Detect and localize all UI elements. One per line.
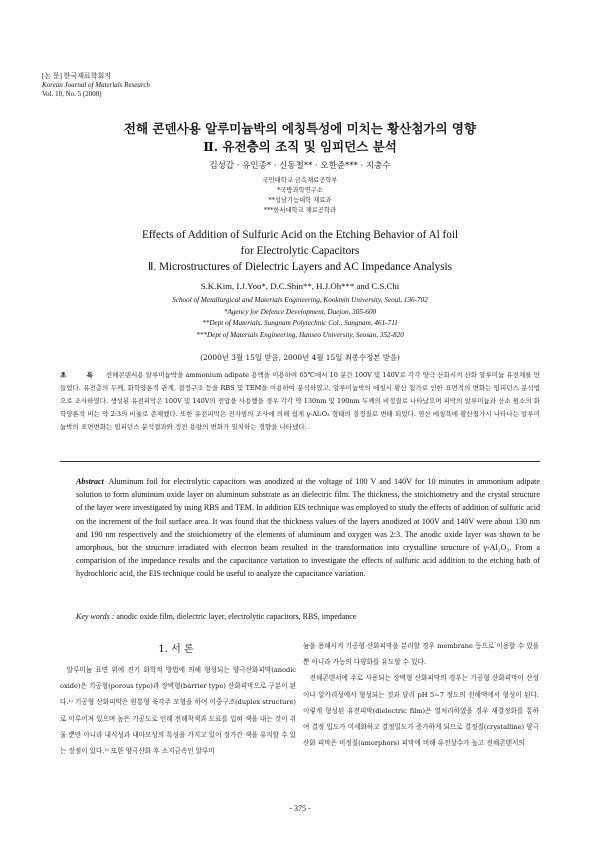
korean-affiliation: ***한서대학교 재료공학과 <box>263 207 337 214</box>
english-authors: S.K.Kim, I.J.Yoo*, D.C.Shin**, H.J.Oh*** and C.S.Chi <box>200 281 400 291</box>
body-paragraph: 전해콘덴서에 주로 사용되는 장벽형 산화피막의 경우는 기공형 산화피막이 산성이나 알카리성에서 형성되는 것과 달리 pH 5~7 정도의 전해액에서 형성이 된다. 이렇게 형성된 유전피막(dielectric film)은 열처리하였을 경우 재결정화를 통하여 결정 입도가 미세화하고 결정밀도가 증가하게 되므로 결정질(crystalline) 양극산화 피막은 비정질(amorphors) 피막에 비해 유전상수가 높고 전해콘덴서의 <box>303 674 539 748</box>
keywords-label: Key words : <box>76 612 115 621</box>
korean-abstract <box>60 369 540 434</box>
english-title-line-1: Effects of Addition of Sulfuric Acid on the Etching Behavior of Al foil <box>141 229 459 241</box>
english-affiliations <box>0 295 600 341</box>
english-title-line-2: for Electrolytic Capacitors <box>240 245 360 257</box>
korean-affiliations <box>0 176 600 216</box>
body-paragraph: 늄을 용해시켜 기공형 산화피막을 분리할 경우 membrane 등으로 이용할 수 있을 뿐 아니라 가능의 다양화를 유도할 수 있다. <box>303 642 539 667</box>
english-abstract-label: Abstract <box>76 477 104 486</box>
korean-abstract-label: 초 록 <box>60 371 102 379</box>
english-affiliation: *Agency for Defence Development, Daejon, 305-600 <box>223 307 377 316</box>
english-affiliation: ***Dept of Materials Engineering, Hanseo University, Seosan, 352-820 <box>196 330 404 339</box>
english-abstract <box>76 475 540 581</box>
body-column-left <box>60 662 296 759</box>
header-line-2: Korean Journal of Materials Research <box>42 81 150 89</box>
english-title <box>0 227 600 275</box>
keywords <box>76 612 540 621</box>
english-title-line-3: Ⅱ. Microstructures of Dielectric Layers and AC Impedance Analysis <box>147 261 453 273</box>
keywords-text: anodic oxide film, dielectric layer, electrolytic capacitors, RBS, impedance <box>116 612 357 621</box>
body-paragraph: 알루미늄 표면 위에 전기 화학적 방법에 의해 형성되는 양극산화피막(anodic oxide)은 기공형(porous type)과 장벽형(barrier type) 산화피막으로 구분이 된다.¹⁾ 기공형 산화피막은 원통형 육각주 모형을 하여 이중구조(duplex structure)로 이루어져 있으며 높은 기공도로 인해 전해착색과 도료를 입혀 색을 내는 것이 쉬울 뿐만 아니라 내식성과 내마모성의 특성을 가지고 있어 장가간 색을 유지할 수 있는 장점이 있다.²⁾ 또한 양극산화 후 소지금속인 알루미 <box>60 666 296 756</box>
received-dates: (2000년 3월 15일 받음, 2000년 4월 15일 최종수정본 받음) <box>200 353 400 362</box>
section-heading: 1. 서 론 <box>158 644 194 655</box>
english-affiliation: **Dept of Materials, Sungnam Polytechnic Col., Sungnam, 461-711 <box>202 319 398 328</box>
korean-title-line-1: 전해 콘덴사용 알루미늄박의 에칭특성에 미치는 황산첨가의 영향 <box>123 121 477 136</box>
header-line-3: Vol. 10, No. 5 (2000) <box>42 90 102 98</box>
korean-title <box>0 120 600 156</box>
abstract-divider <box>60 461 540 462</box>
korean-affiliation: *국방과학연구소 <box>277 187 323 194</box>
korean-affiliation: **성남기능대학 재료과 <box>268 197 332 204</box>
header-line-1: [논 문] 한국재료학회지 <box>42 72 112 80</box>
page-number: - 375 - <box>289 804 311 813</box>
body-column-right <box>303 638 539 751</box>
korean-authors: 김성갑 · 유인종* · 신동철** · 오한준*** · 지충수 <box>209 161 391 171</box>
korean-abstract-text: 전해콘덴서용 알루미늄박을 ammonium adipate 용액을 이용하여 65℃에서 10 분간 100V 및 140V로 각각 양극 산화시켜 산화 알루미늄 유전체를 만들었다. 유전층의 두께, 화학양론적 관계, 결정구조 등을 RBS 및 TEM을 이용하여 분석하였고, 알루미늄박의 에칭시 황산 첨가로 인한 표면적의 변화는 임피던스 분석법으로 조사하였다. 생성된 유전피막은 100V 및 140V의 전압을 사용했을 경우 각각 약 130nm 및 190nm 두께의 비정질로 나타났으며 피막의 알루미늄과 산소 원소의 화학양론적 비는 약 2:3의 비율로 존재했다. 또한 유전피막은 전자빔의 조사에 의해 쉽게 γ-Al₂O₃ 형태의 결정질로 변태 되었다. 염산 에칭욕에 황산첨가시 나타나는 알루미늄박의 표면변화는 임피던스 분석결과와 정전 용량의 변화가 일치하는 경향을 나타냈다. <box>60 371 540 432</box>
korean-affiliation: 국민대학교 금속재료공학부 <box>262 177 338 184</box>
journal-header <box>42 72 150 99</box>
english-affiliation: School of Metallurgical and Materials Engineering, Kookmin University, Seoul, 136-702 <box>172 296 428 304</box>
korean-title-line-2: Ⅱ. 유전층의 조직 및 임피던스 분석 <box>203 139 397 154</box>
english-abstract-text: Aluminum foil for electrolytic capacitors was anodized at the voltage of 100 V and 140V for 10 minutes in ammonium adipate solution to form aluminum oxide layer on aluminum substrate as an dielectric film. The thickness, the stoichiometry and the crystal structure of the layer were investigated by using RBS and TEM. In addition EIS technique was employed to study the effects of addition of sulfuric acid on the increment of the foil surface area. It was found that the thickness values of the layers anodized at 100V and 140V were about 130 nm and 190 nm respectively and the stoichiometry of the elements of aluminum and oxygen was 2:3. The anodic oxide layer was shown to be amorphous, but the structure irradiated with electron beam resulted in the transformation into crystalline structure of γ-Al₂O₃. From a comparision of the impedance results and the capacitance variation to investigate the effects of sulfuric acid addition to the etching bath of hydrochloric acid, the EIS technique could be useful to analyze the capacitance variation. <box>76 477 541 579</box>
